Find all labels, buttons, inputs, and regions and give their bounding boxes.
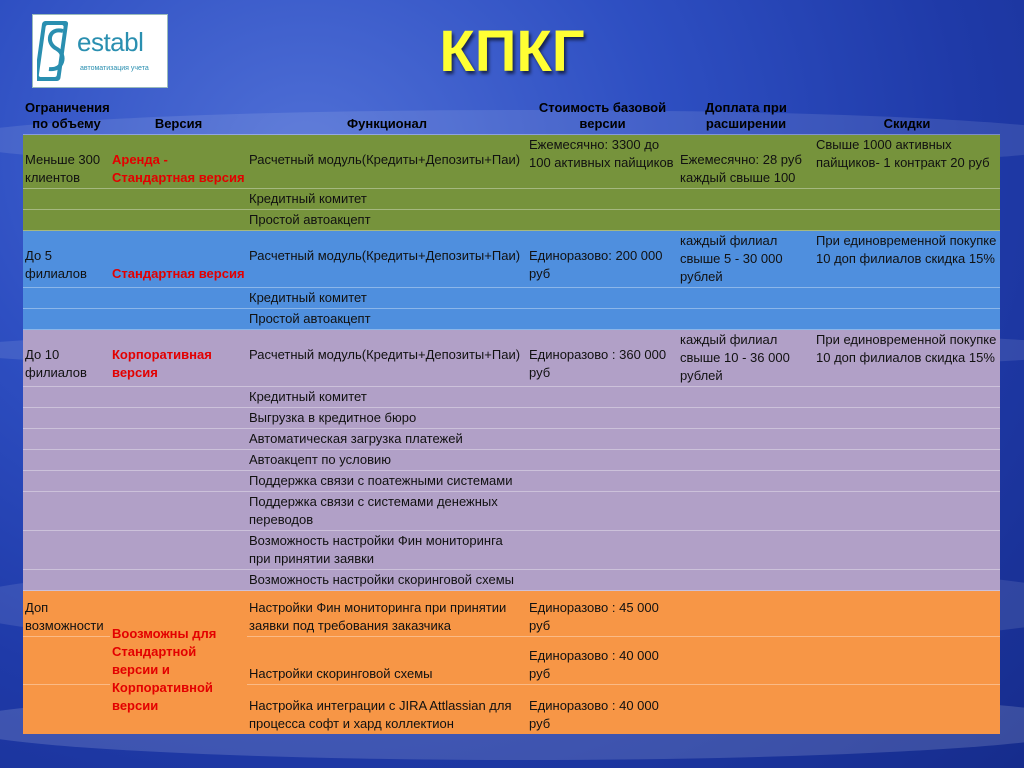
feature-cell: Простой автоакцепт [247,309,527,330]
feature-cell: Кредитный комитет [247,288,527,309]
version-cell: Корпоративная версия [110,330,247,387]
feature-cell: Автоакцепт по условию [247,450,527,471]
limit-cell: Меньше 300 клиентов [23,135,110,189]
feature-cell: Кредитный комитет [247,387,527,408]
feature-cell: Поддержка связи с поатежными системами [247,471,527,492]
feature-cell: Простой автоакцепт [247,210,527,231]
table-header-row [23,100,1000,135]
feature-cell: Кредитный комитет [247,189,527,210]
table-row [23,330,1000,387]
feature-cell: Расчетный модуль(Кредиты+Депозиты+Паи) [247,135,527,189]
version-cell: Воозможны для Стандартной версии и Корпоративной версии [110,591,247,735]
logo-tagline: автоматизация учета [80,65,149,72]
header-extra-fee: Доплата при расширении [705,100,787,131]
feature-cell: Расчетный модуль(Кредиты+Депозиты+Паи) [247,330,527,387]
table-row [23,309,1000,330]
pricing-table [23,100,1000,734]
feature-cell: Возможность настройки Фин мониторинга при принятии заявки [247,531,527,570]
table-row [23,450,1000,471]
table-row [23,492,1000,531]
cost-cell: Единоразово : 40 000 руб [527,685,678,735]
logo-brand-text: establ [77,27,144,57]
table-row [23,135,1000,189]
cost-cell: Единоразово : 360 000 руб [527,330,678,387]
cost-cell: Ежемесячно: 3300 до 100 активных пайщиков [527,135,678,189]
cost-cell: Единоразово : 40 000 руб [527,637,678,685]
header-limits: Ограничения по объему [25,100,110,131]
table-row [23,231,1000,288]
table-row [23,471,1000,492]
table-row [23,591,1000,637]
version-cell: Стандартная версия [110,231,247,288]
table-row [23,531,1000,570]
limit-cell: До 5 филиалов [23,231,110,288]
table-row [23,189,1000,210]
extra-cell: каждый филиал свыше 5 - 30 000 рублей [678,231,814,288]
header-base-cost: Стоимость базовой версии [538,100,667,131]
table-row [23,210,1000,231]
discount-cell: При единовременной покупке 10 доп филиалов скидка 15% [814,330,1000,387]
header-discounts: Скидки [883,116,931,131]
feature-cell: Выгрузка в кредитное бюро [247,408,527,429]
feature-cell: Расчетный модуль(Кредиты+Депозиты+Паи) [247,231,527,288]
feature-cell: Возможность настройки скоринговой схемы [247,570,527,591]
extra-cell: Ежемесячно: 28 руб каждый свыше 100 [678,135,814,189]
header-functionality: Функционал [347,116,427,131]
discount-cell: При единовременной покупке 10 доп филиалов скидка 15% [814,231,1000,288]
version-cell: Аренда - Стандартная версия [110,135,247,189]
limit-cell: Доп возможности [23,591,110,637]
extra-cell: каждый филиал свыше 10 - 36 000 рублей [678,330,814,387]
cost-cell: Единоразово: 200 000 руб [527,231,678,288]
table-row [23,570,1000,591]
page-title: КПКГ [439,19,585,84]
feature-cell: Настройки скоринговой схемы [247,637,527,685]
table-row [23,408,1000,429]
feature-cell: Настройка интеграции с JIRA Attlassian для процесса софт и хард коллектион [247,685,527,735]
limit-cell: До 10 филиалов [23,330,110,387]
feature-cell: Настройки Фин мониторинга при принятии заявки под требования заказчика [247,591,527,637]
discount-cell: Свыше 1000 активных пайщиков- 1 контракт 20 руб [814,135,1000,189]
table-row [23,387,1000,408]
feature-cell: Автоматическая загрузка платежей [247,429,527,450]
cost-cell: Единоразово : 45 000 руб [527,591,678,637]
table-row [23,429,1000,450]
header-version: Версия [154,116,203,131]
table-row [23,288,1000,309]
feature-cell: Поддержка связи с системами денежных переводов [247,492,527,531]
